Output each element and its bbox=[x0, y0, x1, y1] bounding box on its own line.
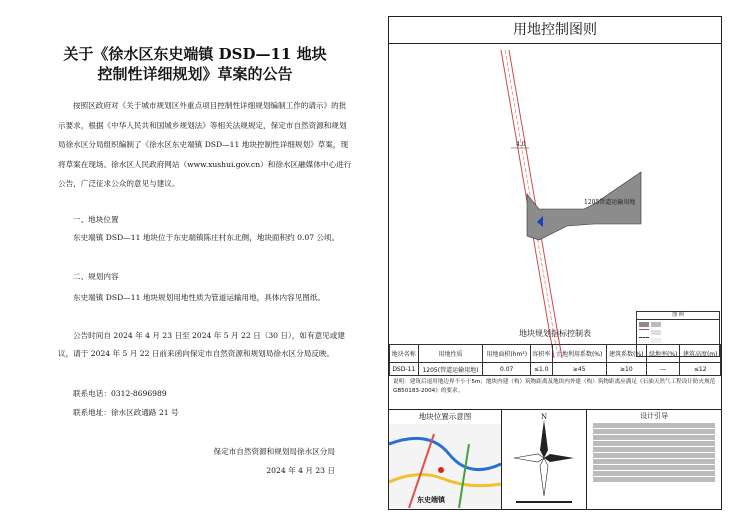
svg-text:N: N bbox=[541, 413, 548, 421]
header-cell: 地块名称 bbox=[390, 345, 419, 363]
site-marker-icon bbox=[438, 467, 444, 473]
header-cell: 用地面积(hm²) bbox=[483, 345, 531, 363]
legend-swatch-parcel bbox=[639, 322, 649, 327]
table-cell: ≥10 bbox=[606, 363, 646, 376]
width-label: 4.0 bbox=[516, 141, 526, 148]
north-arrow-panel bbox=[502, 410, 587, 510]
announcement-date: 2024 年 4 月 23 日 bbox=[266, 466, 335, 475]
signer: 保定市自然资源和规划局徐水区分局 bbox=[213, 447, 335, 456]
intro-paragraph: 按照区政府对《关于城市规划区外重点项目控制性详细规划编制工作的请示》的批示要求，根据《中华人民共和国城乡规划法》等相关法规规定，保定市自然资源和规划局徐水区分局组织编制了《徐水区东史端镇 DSD—11 地块控制性详细规划》草案，现将草案在现场、徐水区人民政府网站（www.xushui.gov.cn）和徐水区融媒体中心进行公告，广泛征求公众的意见与建议。 bbox=[58, 101, 352, 188]
header-cell: 建筑系数(%) bbox=[606, 345, 646, 363]
plan-note: 说明：建筑后退用地边界不小于5m；地块内建（构）筑物距离及地块内外建（构）筑物距离应满足《石油天然气工程设计防火规范GB50183-2004》的要求。 bbox=[393, 379, 716, 394]
header-cell: 容积率 bbox=[530, 345, 552, 363]
parcel-dsd11 bbox=[527, 172, 641, 240]
design-text-line bbox=[593, 471, 715, 476]
announcement-title-line2: 控制性详细规划》草案的公告 bbox=[97, 65, 293, 83]
design-text-line bbox=[593, 453, 715, 458]
table-cell: ≤1.0 bbox=[530, 363, 552, 376]
heading-content: 二、规划内容 bbox=[73, 272, 119, 281]
announcement-title-line1: 关于《徐水区东史端镇 DSD—11 地块 bbox=[63, 45, 327, 63]
design-guidance-title: 设计引导 bbox=[640, 412, 668, 420]
header-cell: 用地性质 bbox=[418, 345, 483, 363]
legend-title: 图 例 bbox=[637, 312, 719, 320]
content-paragraph: 东史端镇 DSD—11 地块规划用地性质为管道运输用地，具体内容见图纸。 bbox=[73, 293, 326, 302]
table-cell: 1205(管道运输用地) bbox=[418, 363, 483, 376]
index-table bbox=[389, 344, 721, 376]
index-table-title: 地块规划指标控制表 bbox=[519, 329, 591, 338]
design-text-line bbox=[593, 459, 715, 464]
location-paragraph: 东史端镇 DSD—11 地块位于东史端镇陈庄村东北侧，地块面积约 0.07 公顷。 bbox=[73, 233, 340, 242]
design-text-line bbox=[593, 435, 715, 440]
period-paragraph: 公告时间自 2024 年 4 月 23 日至 2024 年 5 月 22 日（30 日），如有意见或建议，请于 2024 年 5 月 22 日前来函向保定市自然资源和规划局徐水区分局反映。 bbox=[58, 331, 345, 358]
location-map bbox=[389, 424, 501, 508]
index-table-header bbox=[390, 345, 721, 363]
design-text-line bbox=[593, 441, 715, 446]
plan-bottom-panels bbox=[389, 409, 721, 510]
table-cell: — bbox=[646, 363, 679, 376]
design-guidance bbox=[587, 410, 721, 510]
table-cell: ≤12 bbox=[680, 363, 721, 376]
road-line-right bbox=[509, 50, 562, 358]
table-cell: 0.07 bbox=[483, 363, 531, 376]
compass-icon bbox=[502, 410, 586, 510]
design-text-line bbox=[593, 429, 715, 434]
header-cell: 建筑高度(m) bbox=[680, 345, 721, 363]
design-text-line bbox=[593, 423, 715, 428]
header-cell: 绿地率(%) bbox=[646, 345, 679, 363]
location-diagram bbox=[389, 410, 502, 510]
design-text-line bbox=[593, 477, 715, 482]
contact-phone: 联系电话：0312-8696989 bbox=[73, 389, 167, 398]
contact-address: 联系地址：徐水区政通路 21 号 bbox=[73, 408, 179, 417]
plan-title: 用地控制图则 bbox=[389, 17, 721, 44]
table-cell: ≥45 bbox=[552, 363, 606, 376]
design-text-line bbox=[593, 465, 715, 470]
design-text-line bbox=[593, 447, 715, 452]
header-cell: 土地利用系数(%) bbox=[552, 345, 606, 363]
legend-swatch-2 bbox=[651, 322, 661, 327]
town-label: 东史端镇 bbox=[417, 495, 445, 504]
location-diagram-title: 地块位置示意图 bbox=[418, 412, 472, 421]
table-row bbox=[390, 363, 721, 376]
table-cell: DSD-11 bbox=[390, 363, 419, 376]
parcel-label: 1205管道运输用地 bbox=[584, 199, 636, 206]
land-control-plan bbox=[388, 16, 722, 510]
heading-location: 一、地块位置 bbox=[73, 215, 119, 224]
